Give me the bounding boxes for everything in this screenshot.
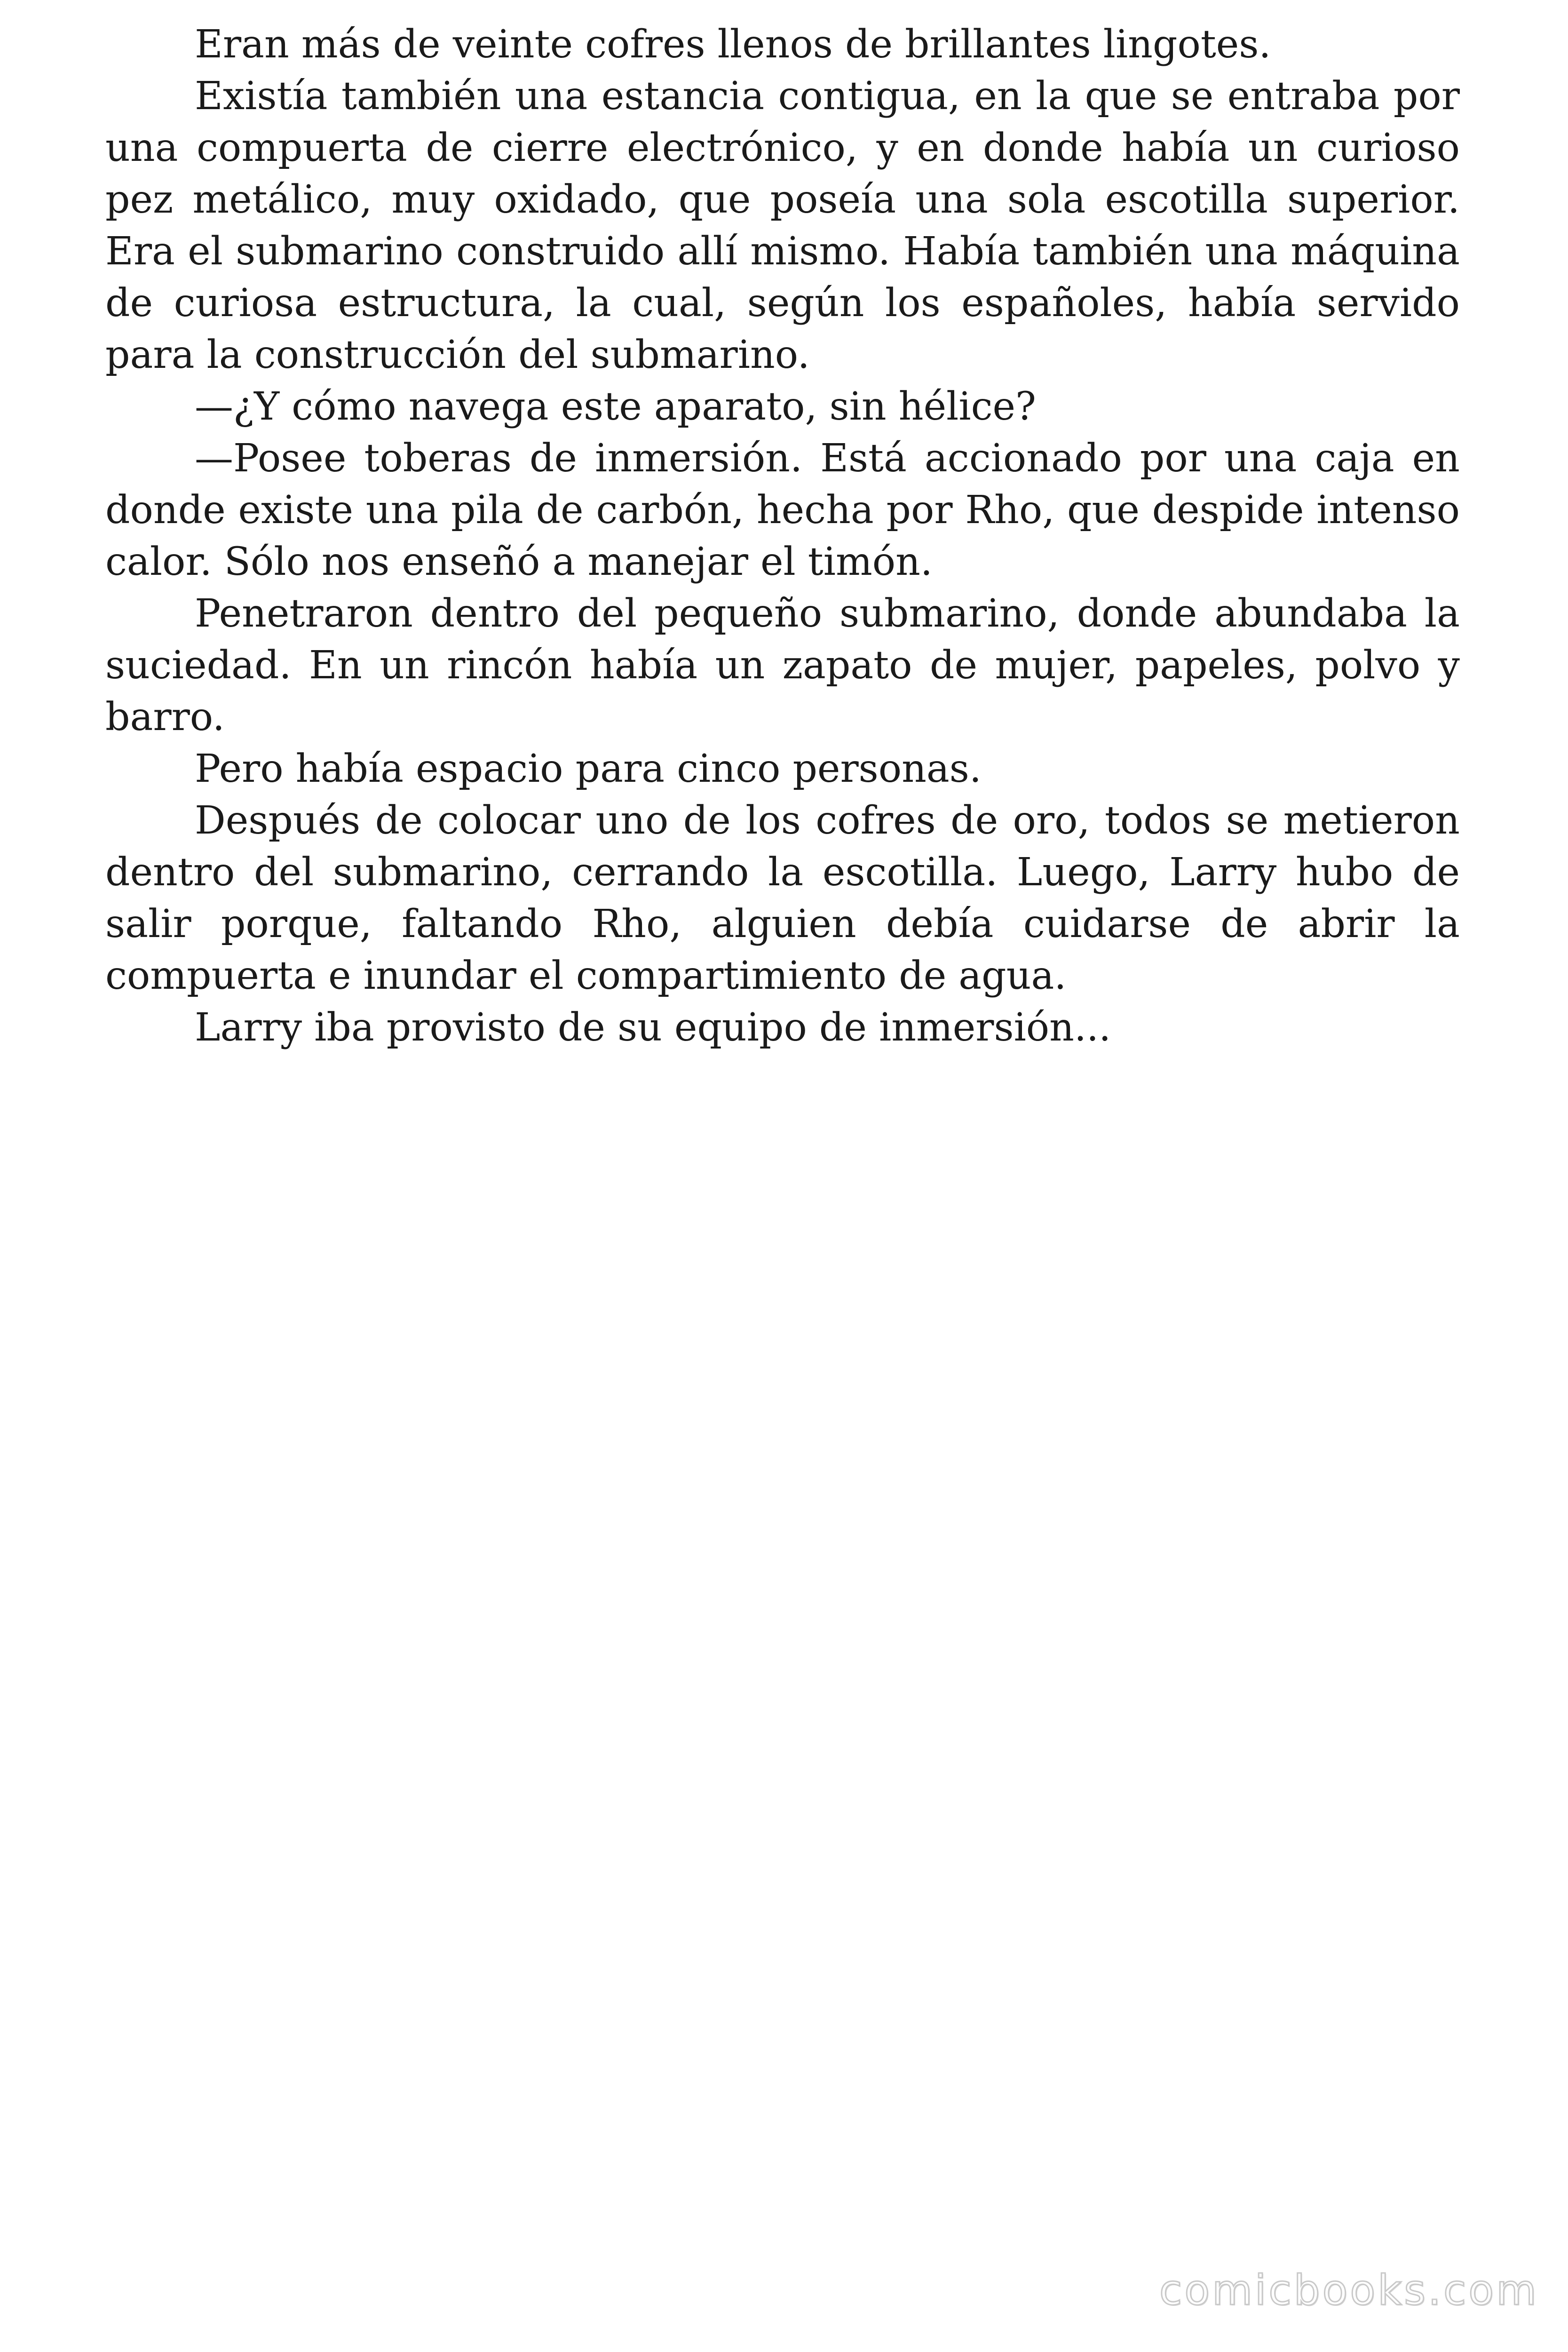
paragraph-6: Pero había espacio para cinco personas. bbox=[195, 747, 982, 791]
paragraph-8: Larry iba provisto de su equipo de inmersión... bbox=[195, 1005, 1111, 1050]
paragraph-1: Eran más de veinte cofres llenos de brillantes lingotes. bbox=[195, 22, 1271, 67]
paragraph-4: —Posee toberas de inmersión. Está accionado por una caja en donde existe una pila de carbón, hecha por Rho, que despide intenso calor. Sólo nos enseñó a manejar el timón. bbox=[105, 436, 1460, 584]
paragraph-3: —¿Y cómo navega este aparato, sin hélice? bbox=[195, 384, 1036, 429]
watermark: comicbooks.com bbox=[1159, 2266, 1539, 2314]
paragraph-5: Penetraron dentro del pequeño submarino, donde abundaba la suciedad. En un rincón había un zapato de mujer, papeles, polvo y barro. bbox=[105, 591, 1460, 739]
paragraph-7: Después de colocar uno de los cofres de oro, todos se metieron dentro del submarino, cerrando la escotilla. Luego, Larry hubo de salir porque, faltando Rho, alguien debía cuidarse de abrir la compuerta e inundar el compartimiento de agua. bbox=[105, 798, 1460, 998]
page-body bbox=[105, 19, 1460, 1054]
paragraph-2: Existía también una estancia contigua, en la que se entraba por una compuerta de cierre electrónico, y en donde había un curioso pez metálico, muy oxidado, que poseía una sola escotilla superior. Era el submarino construido allí mismo. Había también una máquina de curiosa estructura, la cual, según los españoles, había servido para la construcción del submarino. bbox=[105, 74, 1460, 377]
